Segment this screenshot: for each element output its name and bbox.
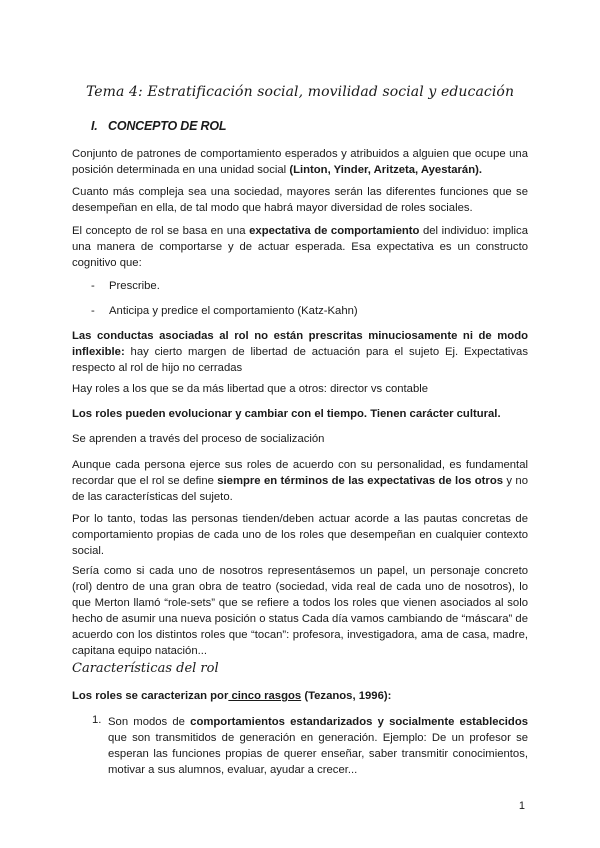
ordered-list-number: 1.: [92, 714, 102, 726]
citation-bold: (Linton, Yinder, Aritzeta, Ayestarán).: [289, 164, 483, 176]
paragraph-five-traits: Los roles se caracterizan por cinco rasgos (Tezanos, 1996):: [72, 690, 392, 702]
paragraph-personality: Aunque cada persona ejerce sus roles de acuerdo con su personalidad, es fundamental recordar que el rol se define siempre en términos de las expectativas de los otros y no de las características del sujeto.: [72, 459, 528, 503]
section-number: I.: [91, 119, 98, 133]
paragraph-expectation: El concepto de rol se basa en una expectativa de comportamiento del individuo: implica una manera de comportarse y de actuar esperada. Esa expectativa es un constructo cognitivo que:: [72, 225, 528, 269]
paragraph-conducts: Las conductas asociadas al rol no están prescritas minuciosamente ni de modo inflexible: hay cierto margen de libertad de actuación para el sujeto Ej. Expectativas respecto al rol de hijo no cerradas: [72, 330, 528, 374]
page-number: 1: [518, 800, 525, 812]
list-item: - Anticipa y predice el comportamiento (Katz-Kahn): [91, 305, 358, 317]
paragraph-freedom: Hay roles a los que se da más libertad que a otros: director vs contable: [72, 383, 429, 395]
subheading-characteristics: Características del rol: [72, 661, 219, 676]
paragraph-definition: Conjunto de patrones de comportamiento esperados y atribuidos a alguien que ocupe una posición determinada en una unidad social (Linton, Yinder, Aritzeta, Ayestarán).: [72, 148, 528, 176]
paragraph-complexity: Cuanto más compleja sea una sociedad, mayores serán las diferentes funciones que se desempeñan en ella, de tal modo que habrá mayor diversidad de roles sociales.: [72, 186, 528, 214]
paragraph-theatre: Sería como si cada uno de nosotros representásemos un papel, un personaje concreto (rol) dentro de una gran obra de teatro (sociedad, vida real de cada uno de nosotros), lo que Merton llamó “role-sets” que se refiere a todos los roles que vienen asociados al solo hecho de asumir una nueva posición o status Cada día vamos cambiando de “máscara” de acuerdo con los distintos roles que “tocan”: profesora, investigadora, ama de casa, madre, capitana equipo natación...: [72, 565, 528, 657]
section-heading-text: CONCEPTO DE ROL: [108, 119, 227, 133]
ordered-list-item: Son modos de comportamientos estandarizados y socialmente establecidos que son transmitidos de generación en generación. Ejemplo: De un profesor se esperan las funciones propias de querer enseñar, saber transmitir conocimientos, motivar a sus alumnos, evaluar, ayudar a crecer...: [108, 716, 528, 776]
paragraph-therefore: Por lo tanto, todas las personas tienden/deben actuar acorde a las pautas concretas de comportamiento propias de cada uno de los roles que desempeñan en cualquier contexto social.: [72, 513, 528, 557]
paragraph-socialization: Se aprenden a través del proceso de socialización: [72, 433, 325, 445]
document-title: Tema 4: Estratificación social, movilidad social y educación: [85, 84, 515, 100]
list-item: - Prescribe.: [91, 280, 160, 292]
section-heading: [91, 119, 226, 133]
paragraph-evolve: Los roles pueden evolucionar y cambiar con el tiempo. Tienen carácter cultural.: [72, 408, 501, 420]
